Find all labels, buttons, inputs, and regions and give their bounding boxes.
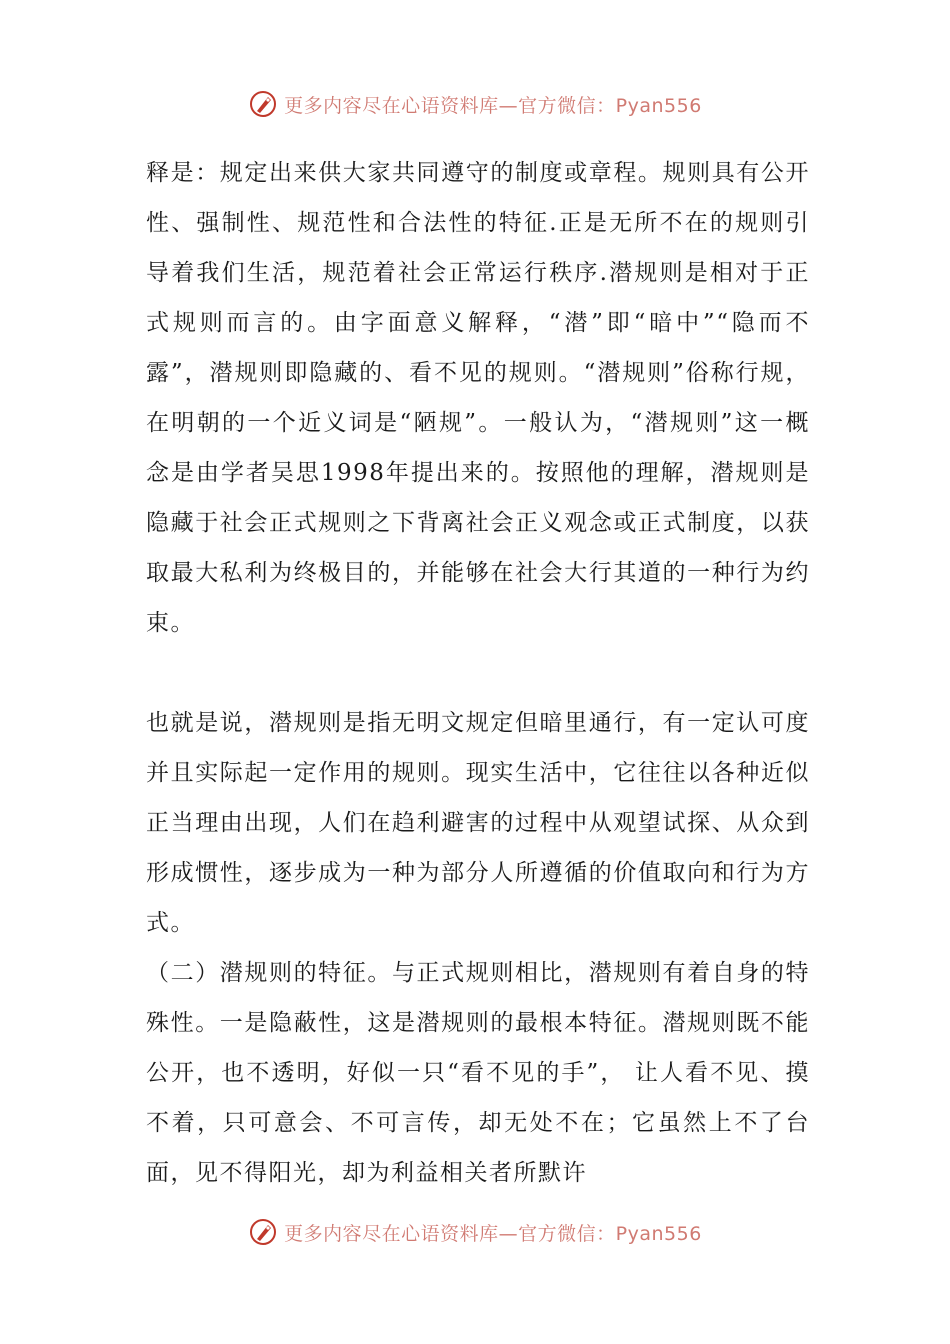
paragraph-1: 释是：规定出来供大家共同遵守的制度或章程。规则具有公开性、强制性、规范性和合法性的特征.正是无所不在的规则引导着我们生活，规范着社会正常运行秩序.潜规则是相对于正式规则而言的。由字面意义解释，“潜”即“暗中”“隐而不露”，潜规则即隐藏的、看不见的规则。“潜规则”俗称行规，在明朝的一个近义词是“陋规”。一般认为，“潜规则”这一概念是由学者吴思1998年提出来的。按照他的理解，潜规则是隐藏于社会正式规则之下背离社会正义观念或正式制度，以获取最大私利为终极目的，并能够在社会大行其道的一种行为约束。 [146, 160, 810, 636]
header-watermark [0, 84, 950, 124]
paragraph-3: （二）潜规则的特征。与正式规则相比，潜规则有着自身的特殊性。一是隐蔽性，这是潜规则的最根本特征。潜规则既不能公开，也不透明，好似一只“看不见的手”， 让人看不见、摸不着，只可意会、不可言传，却无处不在；它虽然上不了台面，见不得阳光，却为利益相关者所默许 [146, 960, 810, 1186]
footer-watermark [0, 1212, 950, 1252]
watermark-text: 更多内容尽在心语资料库—官方微信：Pyan556 [284, 1222, 702, 1245]
pen-nib-logo-icon [248, 89, 278, 119]
paragraph-2: 也就是说，潜规则是指无明文规定但暗里通行，有一定认可度并且实际起一定作用的规则。现实生活中，它往往以各种近似正当理由出现，人们在趋利避害的过程中从观望试探、从众到形成惯性，逐步成为一种为部分人所遵循的价值取向和行为方式。 [146, 710, 810, 936]
pen-nib-logo-icon [248, 1217, 278, 1247]
document-body [146, 148, 810, 1198]
watermark-text: 更多内容尽在心语资料库—官方微信：Pyan556 [284, 94, 702, 117]
